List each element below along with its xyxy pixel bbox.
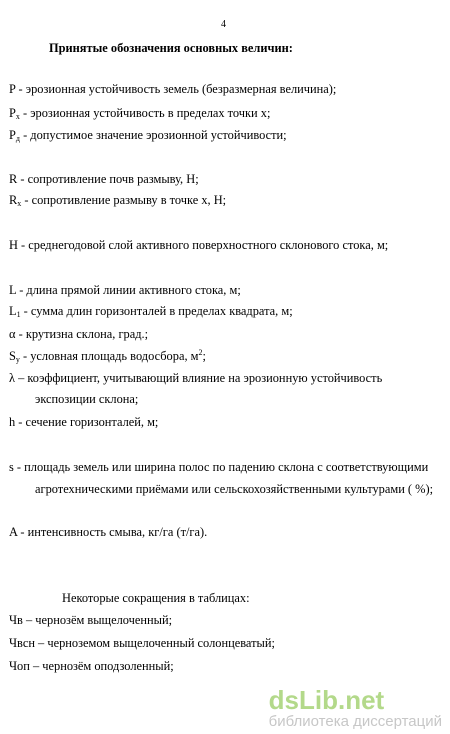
definition-l1: $L_1$ - сумма длин горизонталей в пределах квадрата, м;	[9, 304, 293, 319]
watermark-subtitle: библиотека диссертаций	[268, 713, 442, 730]
definition-pd: $P_д$ - допустимое значение эрозионной устойчивости;	[9, 128, 287, 143]
definition-s: s - площадь земель или ширина полос по падению склона с соответствующими	[9, 460, 429, 474]
abbreviation-item: Чв – чернозём выщелоченный;	[9, 613, 173, 627]
definition-alpha: α - крутизна склона, град.;	[9, 327, 149, 341]
definition-p: P - эрозионная устойчивость земель (безразмерная величина);	[9, 82, 337, 96]
page-number: 4	[221, 19, 226, 30]
definition-r: R - сопротивление почв размыву, Н;	[9, 172, 199, 186]
definition-sy: $S_у$ - условная площадь водосбора, $м^2$;	[9, 348, 206, 364]
abbreviations-title: Некоторые сокращения в таблицах:	[62, 591, 250, 605]
definition-a: A - интенсивность смыва, кг/га (т/га).	[9, 525, 208, 539]
definition-px: $P_x$ - эрозионная устойчивость в пределах точки x;	[9, 106, 271, 121]
definition-s-cont: агротехническими приёмами или сельскохозяйственными культурами ( %);	[35, 482, 434, 496]
watermark-logo: dsLib.net	[268, 685, 385, 715]
section-title: Принятые обозначения основных величин:	[49, 41, 293, 55]
definition-l: L - длина прямой линии активного стока, м;	[9, 283, 241, 297]
definition-lambda-cont: экспозиции склона;	[35, 392, 139, 406]
abbreviation-item: Чвсн – черноземом выщелоченный солонцеватый;	[9, 636, 275, 650]
watermark	[269, 687, 442, 730]
definition-h: H - среднегодовой слой активного поверхностного склонового стока, м;	[9, 238, 389, 252]
abbreviation-item: Чоп – чернозём оподзоленный;	[9, 659, 174, 673]
definition-lambda: λ – коэффициент, учитывающий влияние на эрозионную устойчивость	[9, 371, 383, 385]
definition-h-small: h - сечение горизонталей, м;	[9, 415, 159, 429]
definition-rx: $R_x$ - сопротивление размыву в точке x, Н;	[9, 193, 227, 208]
